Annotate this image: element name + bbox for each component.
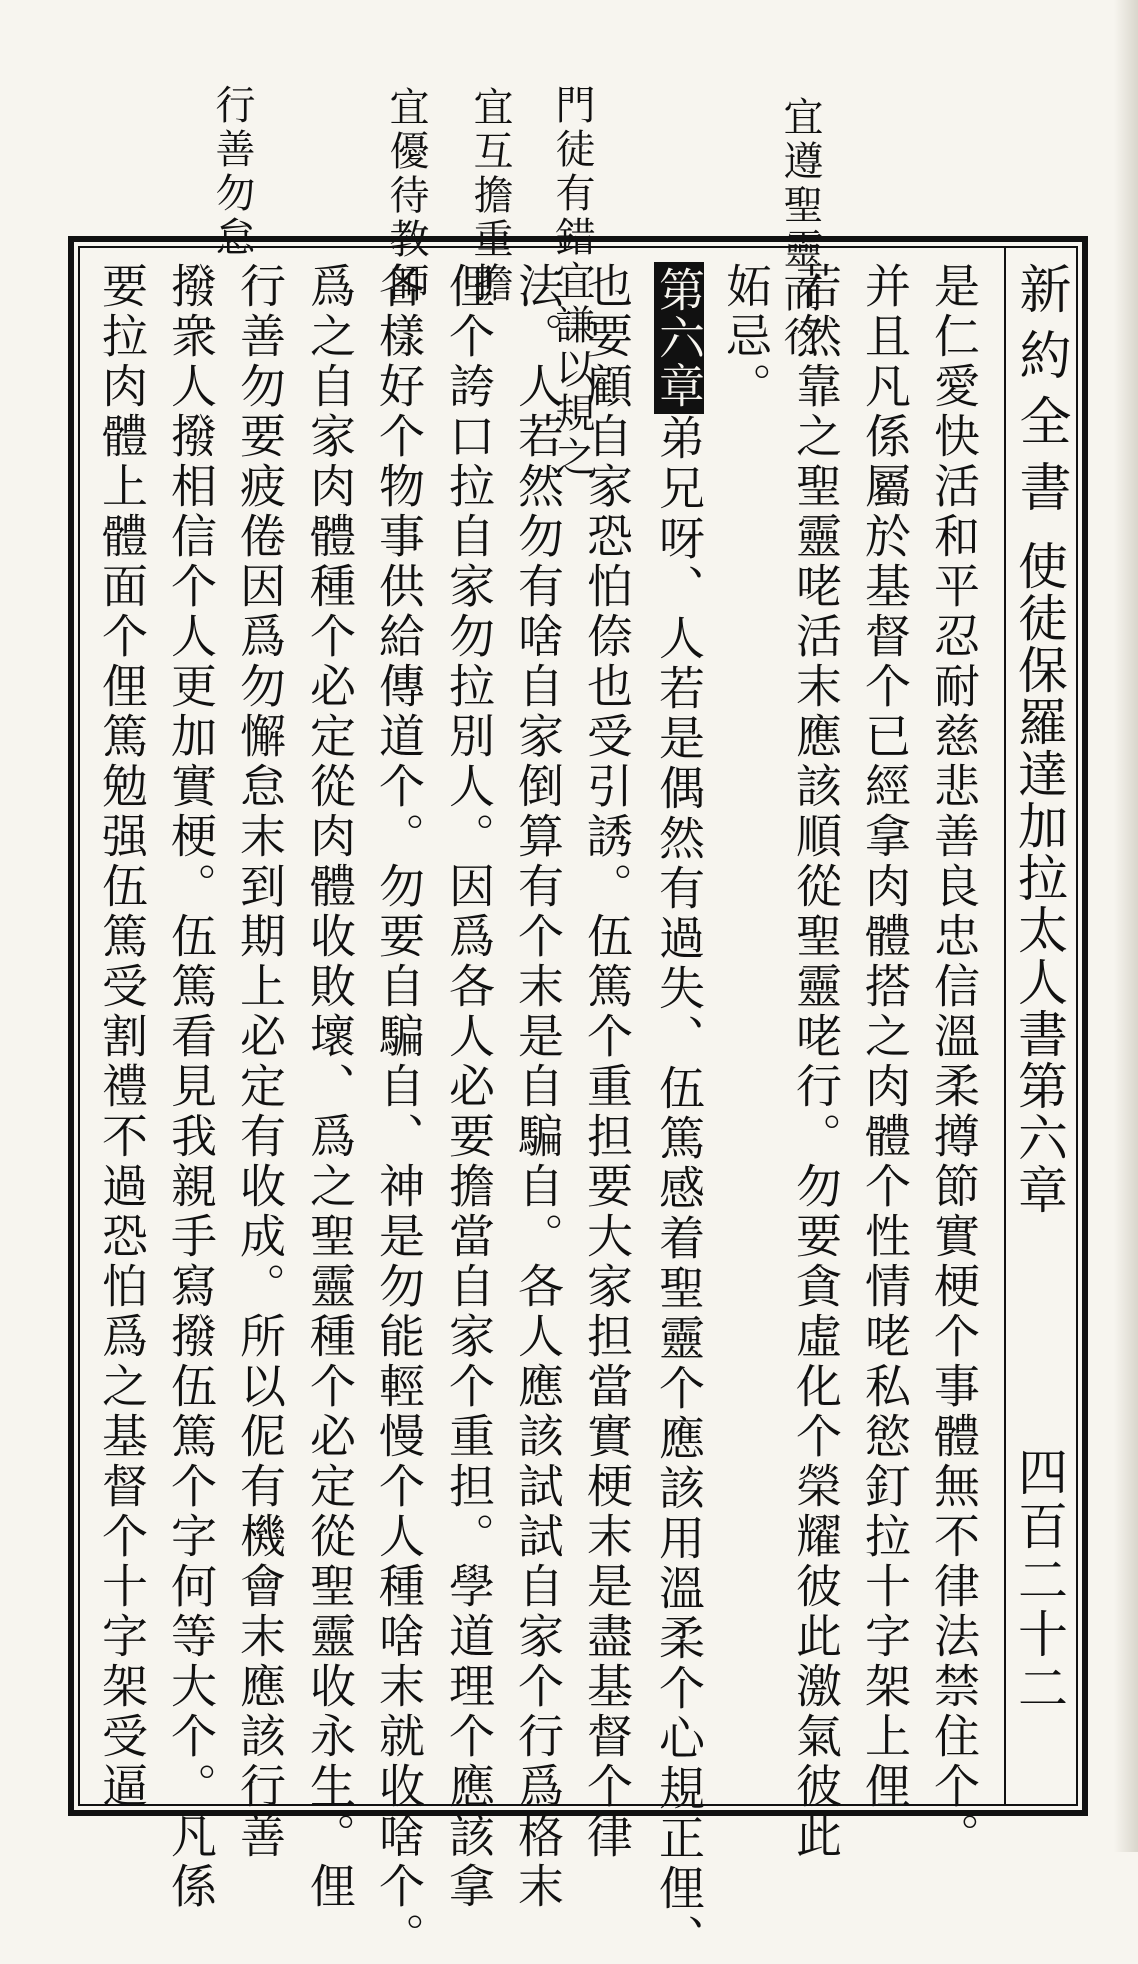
- book-title: 新約全書: [1010, 262, 1070, 526]
- text-column-11: 行善勿要疲倦因爲勿懈怠末到期上必定有收成。所以伲有機會末應該行善: [233, 262, 287, 1862]
- text-column-3: 若然靠之聖靈咾活末應該順從聖靈咾行。勿要貪虛化个榮耀彼此激氣彼此: [789, 262, 843, 1862]
- text-column-1: 是仁愛快活和平忍耐慈悲善良忠信溫柔撙節實梗个事體無不律法禁住个。: [927, 262, 981, 1862]
- text-column-7: 法。人若然勿有啥自家倒算有个末是自騙自。各人應該試試自家个行爲格末: [511, 262, 565, 1912]
- chapter-title: 使徒保羅達加拉太人書第六章: [1010, 540, 1068, 1216]
- page-number: 四百二十二: [1010, 1446, 1068, 1716]
- margin-note-3: 宜互擔重擔: [467, 86, 513, 306]
- text-column-2: 并且凡係屬於基督个已經拿肉體搭之肉體个性情咾私慾釘拉十字架上俚: [858, 262, 912, 1812]
- page-edge-shadow: [1114, 0, 1138, 1852]
- margin-note-2: 門徒有錯宜謙以規之: [549, 84, 595, 480]
- chapter-number-tag: 第六章: [654, 262, 704, 414]
- text-column-5: [652, 262, 706, 1964]
- header-divider: [1004, 246, 1006, 1806]
- text-column-10: 爲之自家肉體種个必定從肉體收敗壞、爲之聖靈種个必定從聖靈收永生。俚: [303, 262, 357, 1912]
- text-column-5-body: 弟兄呀、人若是偶然有過失、伍篤感着聖靈个應該用溫柔个心規正俚、: [652, 414, 706, 1964]
- text-column-12: 撥衆人撥相信个人更加實梗。伍篤看見我親手寫撥伍篤个字何等大个。凡係: [164, 262, 218, 1912]
- text-column-4: 妬忌。: [719, 262, 773, 412]
- text-column-13: 要拉肉體上體面个俚篤勉强伍篤受割禮不過恐怕爲之基督个十字架受逼: [95, 262, 149, 1812]
- text-column-8: 俚个誇口拉自家勿拉別人。因爲各人必要擔當自家个重担。學道理个應該拿: [442, 262, 496, 1912]
- margin-note-4: 宜優待教師: [383, 86, 429, 306]
- margin-note-1: 宜遵聖靈而行: [777, 96, 823, 360]
- margin-note-5: 行善勿怠: [209, 84, 255, 260]
- text-column-9: 各樣好个物事供給傳道个。勿要自騙自、神是勿能輕慢个人種啥末就收啥个。: [372, 262, 426, 1962]
- text-column-6: 也要顧自家恐怕倷也受引誘。伍篤个重担要大家担當實梗末是盡基督个律: [580, 262, 634, 1862]
